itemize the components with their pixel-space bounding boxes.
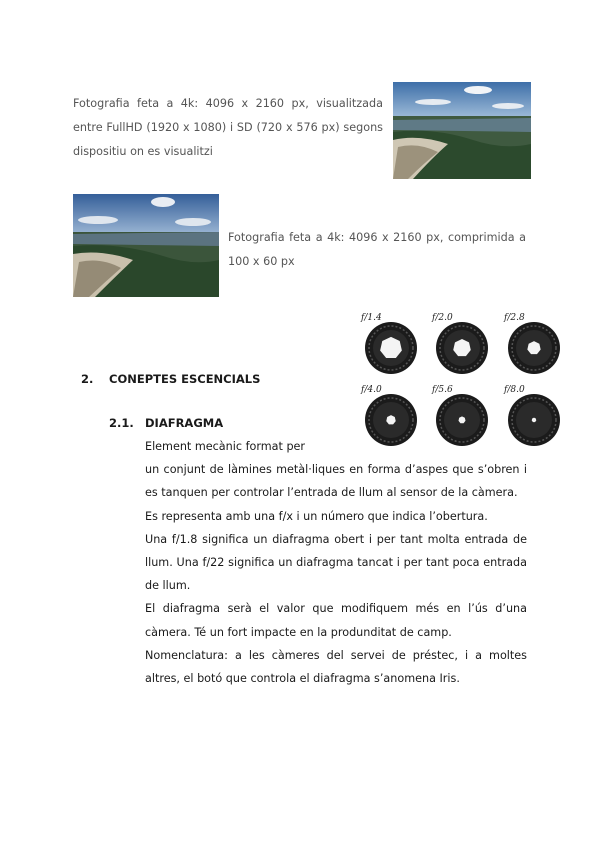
aperture-label: f/5.6 — [432, 385, 453, 395]
subsection-title: DIAFRAGMA — [145, 416, 224, 430]
lens-aperture — [503, 313, 560, 374]
section-title: CONEPTES ESCENCIALS — [109, 372, 261, 386]
section-heading — [81, 372, 260, 386]
photo-caption-visualized: Fotografia feta a 4k: 4096 x 2160 px, visualitzada entre FullHD (1920 x 1080) i SD (720 x 576 px) segons dispositiu on es visualitzi — [73, 97, 383, 158]
aperture-label: f/2.8 — [504, 313, 525, 323]
landscape-photo-compressed — [73, 194, 219, 297]
section-number: 2. — [81, 372, 94, 386]
body-paragraph: Una f/1.8 significa un diafragma obert i per tant molta entrada de llum. Una f/22 significa un diafragma tancat i per tant poca entrada de llum. — [145, 532, 527, 593]
aperture-diagram — [356, 310, 568, 452]
lens-aperture — [431, 313, 488, 374]
body-paragraph: un conjunt de làmines metàl·liques en forma d’aspes que s’obren i es tanquen per controlar l’entrada de llum al sensor de la càmera. — [145, 463, 527, 500]
body-paragraph: Es representa amb una f/x i un número que indica l’obertura. — [145, 509, 488, 523]
lens-aperture — [360, 313, 417, 374]
aperture-label: f/1.4 — [361, 313, 382, 323]
subsection-number: 2.1. — [109, 416, 134, 430]
landscape-photo-4k — [393, 82, 531, 179]
subsection-heading — [109, 416, 223, 430]
subsection-body — [145, 435, 527, 690]
body-paragraph: El diafragma serà el valor que modifiquem més en l’ús d’una càmera. Té un fort impacte en la produnditat de camp. — [145, 602, 527, 639]
aperture-label: f/2.0 — [432, 313, 453, 323]
body-first-line: Element mecànic format per — [145, 440, 306, 453]
aperture-label: f/4.0 — [361, 385, 382, 395]
aperture-label: f/8.0 — [504, 385, 525, 395]
body-paragraph: Nomenclatura: a les càmeres del servei de préstec, i a moltes altres, el botó que controla el diafragma s’anomena Iris. — [145, 648, 527, 686]
photo-caption-compressed: Fotografia feta a 4k: 4096 x 2160 px, comprimida a 100 x 60 px — [228, 231, 526, 268]
